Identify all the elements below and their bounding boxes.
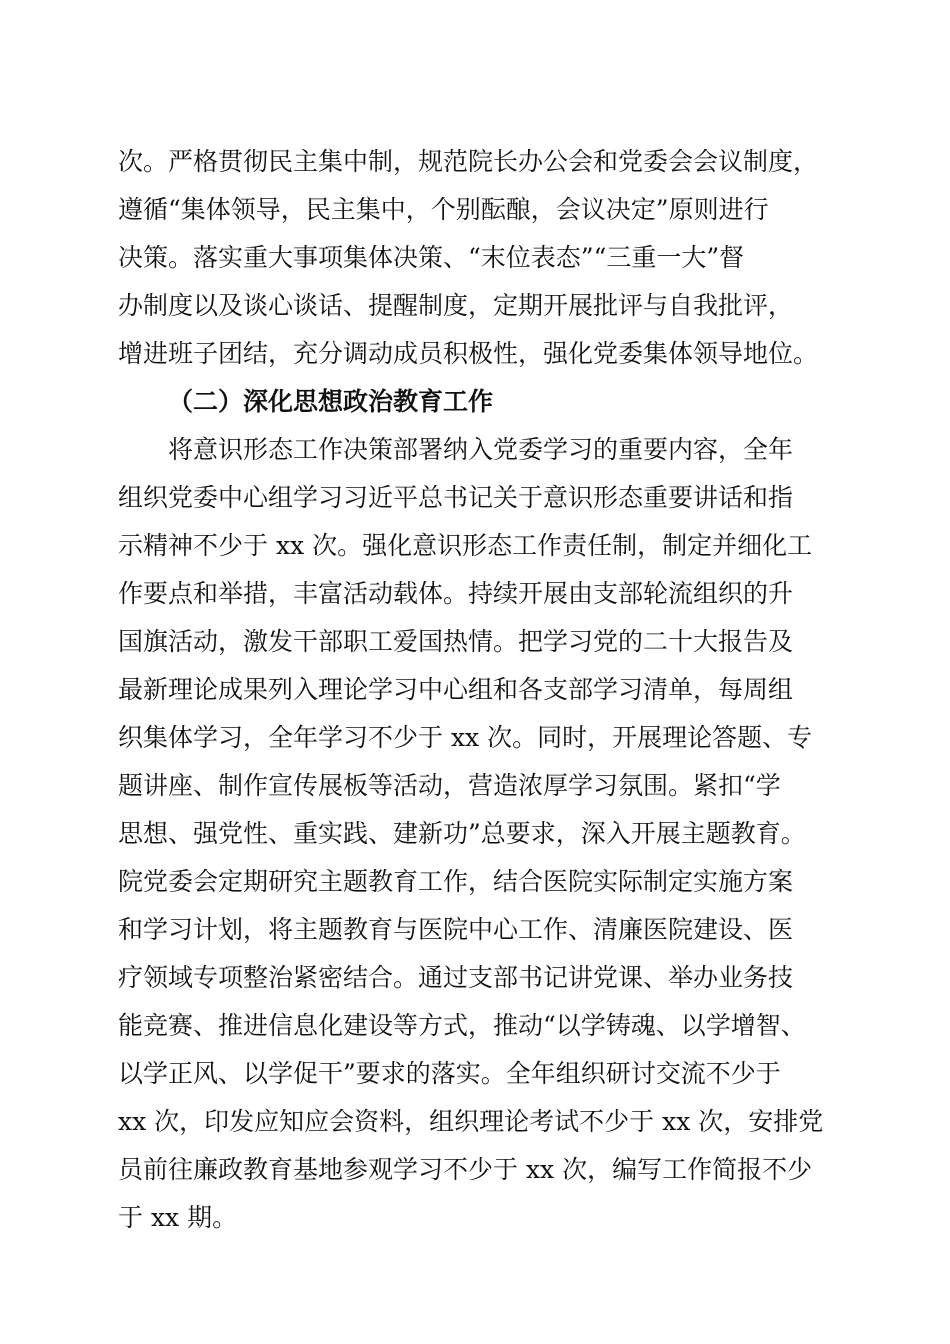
paragraph-line: 组织党委中心组学习习近平总书记关于意识形态重要讲话和指	[118, 483, 794, 512]
paragraph-line: 和学习计划，将主题教育与医院中心工作、清廉医院建设、医	[118, 915, 794, 944]
paragraph-line: 织集体学习，全年学习不少于 xx 次。同时，开展理论答题、专	[118, 723, 813, 752]
paragraph-line: 办制度以及谈心谈话、提醒制度，定期开展批评与自我批评，	[118, 291, 794, 320]
paragraph-line: xx 次，印发应知应会资料，组织理论考试不少于 xx 次，安排党	[118, 1107, 824, 1136]
paragraph-line: 于 xx 期。	[118, 1203, 238, 1232]
paragraph-ideological-education	[118, 426, 848, 1242]
paragraph-party-committee-rules	[118, 138, 848, 378]
document-body	[118, 138, 848, 1242]
paragraph-line: 最新理论成果列入理论学习中心组和各支部学习清单，每周组	[118, 675, 794, 704]
paragraph-line: 作要点和举措，丰富活动载体。持续开展由支部轮流组织的升	[118, 579, 794, 608]
paragraph-line: 题讲座、制作宣传展板等活动，营造浓厚学习氛围。紧扣“学	[118, 771, 781, 800]
paragraph-line: 次。严格贯彻民主集中制，规范院长办公会和党委会会议制度，	[118, 147, 819, 176]
paragraph-line: 思想、强党性、重实践、建新功”总要求，深入开展主题教育。	[118, 819, 806, 848]
paragraph-line: 院党委会定期研究主题教育工作，结合医院实际制定实施方案	[118, 867, 794, 896]
paragraph-line: 遵循“集体领导，民主集中，个别酝酿，会议决定”原则进行	[118, 195, 769, 224]
paragraph-line: 员前往廉政教育基地参观学习不少于 xx 次，编写工作简报不少	[118, 1155, 813, 1184]
paragraph-line: 将意识形态工作决策部署纳入党委学习的重要内容，全年	[168, 435, 794, 464]
paragraph-line: 能竞赛、推进信息化建设等方式，推动“以学铸魂、以学增智、	[118, 1011, 806, 1040]
section-heading-ideological-education: （二）深化思想政治教育工作	[168, 387, 494, 416]
paragraph-line: 以学正风、以学促干”要求的落实。全年组织研讨交流不少于	[118, 1059, 781, 1088]
paragraph-line: 增进班子团结，充分调动成员积极性，强化党委集体领导地位。	[118, 339, 819, 368]
paragraph-line: 示精神不少于 xx 次。强化意识形态工作责任制，制定并细化工	[118, 531, 813, 560]
paragraph-line: 疗领域专项整治紧密结合。通过支部书记讲党课、举办业务技	[118, 963, 794, 992]
paragraph-line: 决策。落实重大事项集体决策、“末位表态”“三重一大”督	[118, 243, 745, 272]
paragraph-line: 国旗活动，激发干部职工爱国热情。把学习党的二十大报告及	[118, 627, 794, 656]
